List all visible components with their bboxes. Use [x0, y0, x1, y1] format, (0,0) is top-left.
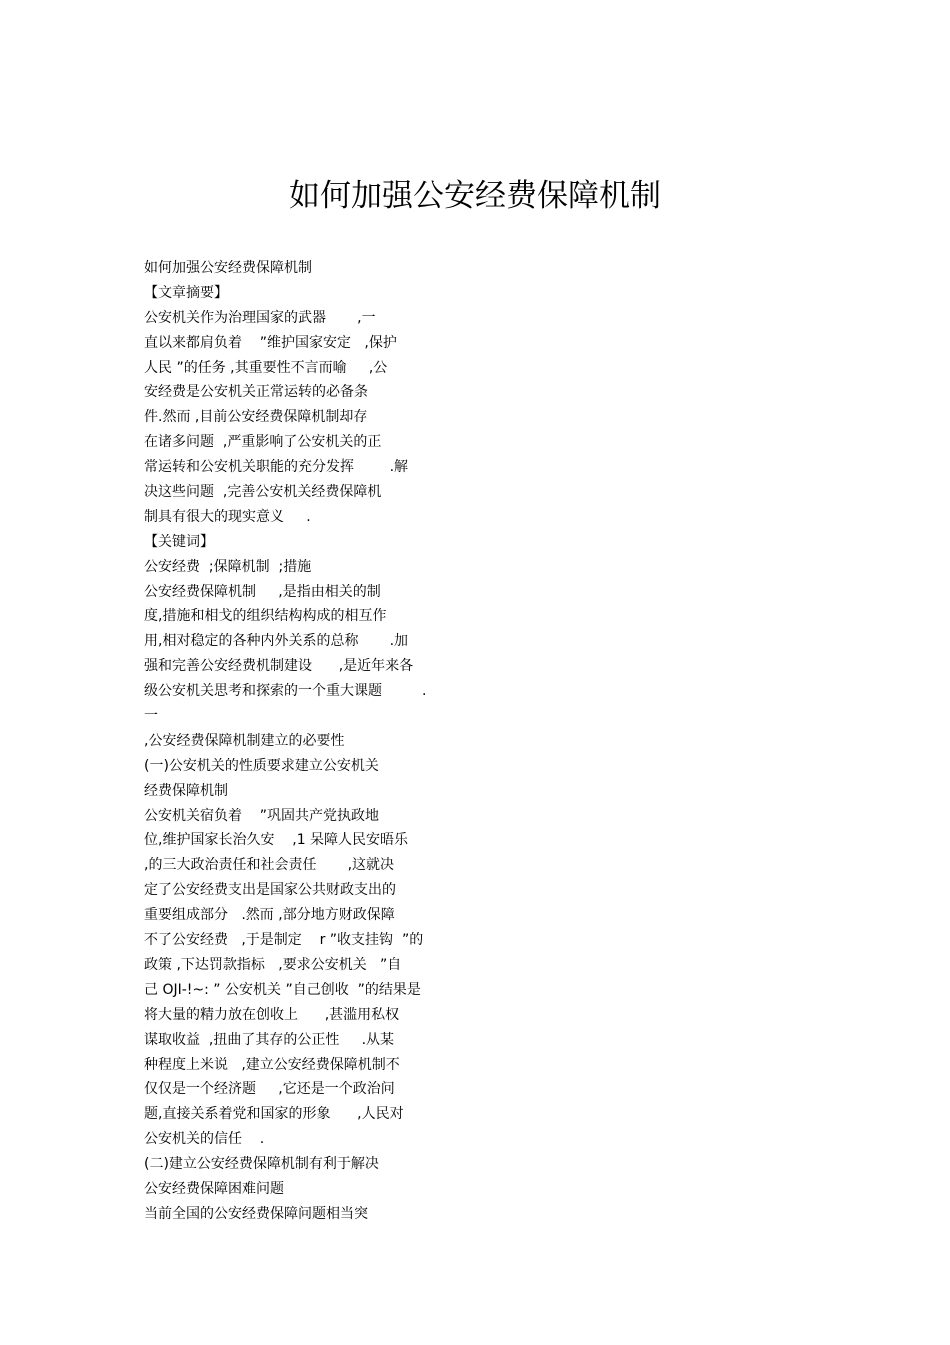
text-line: 用,相对稳定的各种内外关系的总称 .加 — [144, 633, 409, 650]
text-line: (二)建立公安经费保障机制有利于解决 — [144, 1156, 379, 1173]
text-line: 公安经费保障机制 ,是指由相关的制 — [144, 583, 381, 600]
text-line: 重要组成部分 .然而 ,部分地方财政保障 — [144, 907, 395, 924]
text-line: 【关键词】 — [144, 533, 214, 550]
text-line: 一 — [144, 708, 158, 725]
text-line: 谋取收益 ,扭曲了其存的公正性 .从某 — [144, 1031, 395, 1048]
text-line: 仅仅是一个经济题 ,它还是一个政治问 — [144, 1081, 395, 1098]
text-line: 公安经费保障困难问题 — [144, 1180, 284, 1197]
text-line: 公安机关宿负着 ”巩固共产党执政地 — [144, 807, 380, 824]
text-line: 公安经费 ;保障机制 ;措施 — [144, 558, 312, 575]
text-line: 件.然而 ,目前公安经费保障机制却存 — [144, 409, 368, 426]
text-line: 在诸多问题 ,严重影响了公安机关的正 — [144, 434, 382, 451]
page-title: 如何加强公安经费保障机制 — [289, 177, 661, 214]
text-line: 经费保障机制 — [144, 782, 228, 799]
text-line: (一)公安机关的性质要求建立公安机关 — [144, 757, 379, 774]
text-line: 安经费是公安机关正常运转的必备条 — [144, 384, 368, 401]
text-line: 决这些问题 ,完善公安机关经费保障机 — [144, 484, 382, 501]
text-line: 题,直接关系着党和国家的形象 ,人民对 — [144, 1106, 404, 1123]
text-line: 度,措施和相戈的组织结构构成的相互作 — [144, 608, 387, 625]
text-line: 制具有很大的现实意义 . — [144, 508, 311, 525]
text-line: 常运转和公安机关职能的充分发挥 .解 — [144, 459, 409, 476]
text-line: 如何加强公安经费保障机制 — [144, 260, 312, 276]
text-line: 定了公安经费支出是国家公共财政支出的 — [144, 882, 396, 899]
document-body — [144, 256, 464, 1227]
text-line: ,的三大政治责任和社会责任 ,这就决 — [144, 857, 395, 874]
text-line: 种程度上米说 ,建立公安经费保障机制不 — [144, 1056, 400, 1073]
text-line: 将大量的精力放在创收上 ,甚滥用私权 — [144, 1006, 400, 1023]
text-line: 强和完善公安经费机制建设 ,是近年来各 — [144, 658, 414, 675]
text-line: 当前全国的公安经费保障问题相当突 — [144, 1205, 368, 1222]
text-line: 公安机关的信任 . — [144, 1131, 265, 1148]
text-line: 公安机关作为治理国家的武器 ,一 — [144, 309, 376, 326]
text-line: 直以来都肩负着 ”维护国家安定 ,保护 — [144, 334, 397, 351]
text-line: 不了公安经费 ,于是制定 r ”收支挂钩 ”的 — [144, 932, 424, 949]
text-line: 政策 ,下达罚款指标 ,要求公安机关 ”自 — [144, 956, 402, 973]
text-line: 级公安机关思考和探索的一个重大课题 . — [144, 683, 427, 700]
text-line: 人民 ”的任务 ,其重要性不言而喻 ,公 — [144, 359, 388, 376]
text-line: 位,维护国家长治久安 ,1 呆障人民安晤乐 — [144, 832, 409, 849]
text-line: ,公安经费保障机制建立的必要性 — [144, 732, 345, 749]
text-line: 【文章摘要】 — [144, 284, 228, 301]
text-line: 己 OJI-!~: ” 公安机关 ”自己创收 ”的结果是 — [144, 981, 421, 998]
